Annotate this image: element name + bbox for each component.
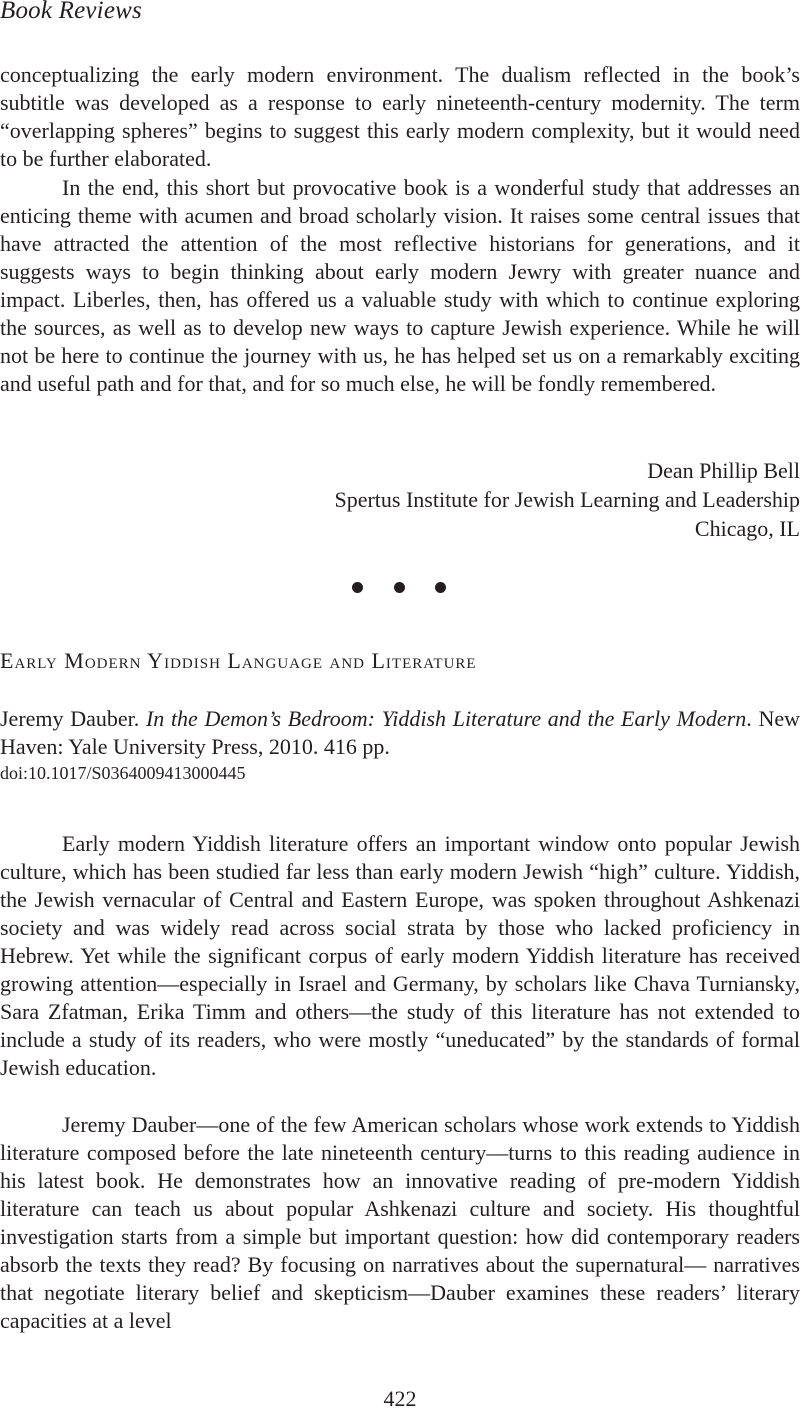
reviewer-location: Chicago, IL bbox=[694, 516, 800, 541]
review2-paragraph-2: Jeremy Dauber—one of the few American scholars whose work extends to Yiddish literature composed before the late nineteenth century—turns to this reading audience in his latest book. He demonstrates how an innovative reading of pre-modern Yiddish literature can teach us about popular Ashkenazi culture and society. His thoughtful investigation starts from a simple but important question: how did contemporary readers absorb the texts they read? By focusing on narratives about the supernatural— narratives that negotiate literary belief and skepticism—Dauber examines these readers’ literary capacities at a level bbox=[0, 1112, 800, 1333]
citation-publication: . New Haven: Yale University Press, 2010. 416 pp. bbox=[0, 706, 800, 759]
review1-paragraph-continued: conceptualizing the early modern environment. The dualism reflected in the book’s subtitle was developed as a response to early nineteenth-century modernity. The term “overlapping spheres” begins to suggest this early modern complexity, but it would need to be further elaborated. bbox=[0, 62, 800, 171]
separator-dot bbox=[352, 582, 363, 593]
page-number: 422 bbox=[383, 1386, 417, 1411]
section-title: Early Modern Yiddish Language and Literature bbox=[0, 648, 477, 673]
review1-paragraph-conclusion: In the end, this short but provocative book is a wonderful study that addresses an enticing theme with acumen and broad scholarly vision. It raises some central issues that have attracted the attention of the most reflective historians for generations, and it suggests ways to begin thinking about early modern Jewry with greater nuance and impact. Liberles, then, has offered us a valuable study with which to continue exploring the sources, as well as to develop new ways to capture Jewish experience. While he will not be here to continue the journey with us, he has helped set us on a remarkably exciting and useful path and for that, and for so much else, he will be fondly remembered. bbox=[0, 175, 800, 396]
reviewer-institution: Spertus Institute for Jewish Learning and Leadership bbox=[334, 487, 800, 512]
book-citation bbox=[0, 705, 800, 761]
separator-dot bbox=[394, 582, 405, 593]
reviewer-name: Dean Phillip Bell bbox=[647, 458, 800, 483]
review2-paragraph-1: Early modern Yiddish literature offers an important window onto popular Jewish culture, which has been studied far less than early modern Jewish “high” culture. Yiddish, the Jewish vernacular of Central and Eastern Europe, was spoken throughout Ashkenazi society and was widely read across social strata by those who lacked proficiency in Hebrew. Yet while the significant corpus of early modern Yiddish literature has received growing attention—especially in Israel and Germany, by scholars like Chava Turniansky, Sara Zfatman, Erika Timm and others—the study of this literature has not extended to include a study of its readers, who were mostly “uneducated” by the standards of formal Jewish education. bbox=[0, 831, 800, 1080]
citation-book-title: In the Demon’s Bedroom: Yiddish Literature and the Early Modern bbox=[145, 706, 747, 731]
section-separator bbox=[0, 574, 800, 602]
citation-author: Jeremy Dauber. bbox=[0, 706, 140, 731]
doi-link[interactable]: doi:10.1017/S0364009413000445 bbox=[0, 763, 246, 783]
running-header: Book Reviews bbox=[0, 0, 142, 24]
separator-dot bbox=[435, 582, 446, 593]
